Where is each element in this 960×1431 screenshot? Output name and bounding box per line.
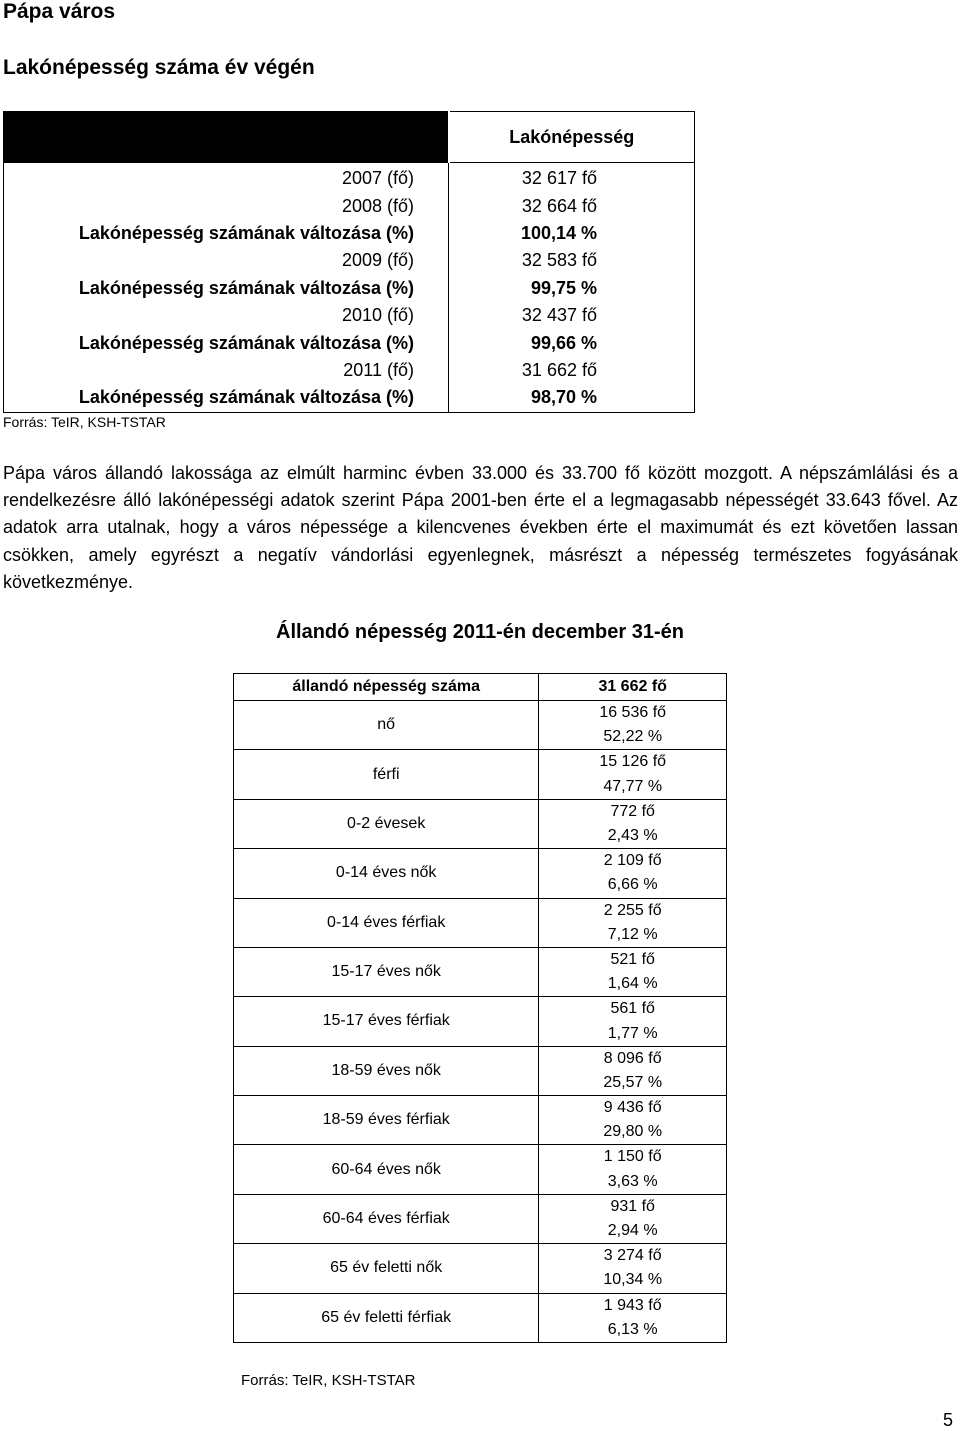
table-row — [234, 849, 727, 874]
group-count: 1 943 fő — [539, 1293, 727, 1318]
table1-source: Forrás: TeIR, KSH-TSTAR — [3, 414, 166, 430]
table-row — [4, 220, 695, 247]
row-value: 99,66 % — [449, 329, 695, 356]
group-count: 3 274 fő — [539, 1244, 727, 1269]
row-value: 32 617 fő — [449, 163, 695, 193]
row-label: 2011 (fő) — [4, 357, 449, 384]
group-count: 2 109 fő — [539, 849, 727, 874]
group-label: 18-59 éves férfiak — [234, 1096, 539, 1145]
row-label: 2008 (fő) — [4, 192, 449, 219]
table-row — [234, 1046, 727, 1071]
group-label: 0-14 éves férfiak — [234, 898, 539, 947]
table2-header-row — [234, 674, 727, 701]
group-label: 65 év feletti férfiak — [234, 1293, 539, 1342]
header-population-cell: Lakónépesség — [449, 112, 695, 163]
group-percent: 2,94 % — [539, 1219, 727, 1244]
row-value: 99,75 % — [449, 275, 695, 302]
table2-source: Forrás: TeIR, KSH-TSTAR — [241, 1372, 416, 1389]
group-label: 0-2 évesek — [234, 799, 539, 848]
group-count: 16 536 fő — [539, 701, 727, 726]
group-label: 0-14 éves nők — [234, 849, 539, 898]
table-row — [234, 1194, 727, 1219]
table-row — [4, 192, 695, 219]
row-value: 32 583 fő — [449, 247, 695, 274]
group-label: nő — [234, 701, 539, 750]
group-percent: 29,80 % — [539, 1120, 727, 1145]
population-breakdown-table — [233, 673, 727, 1343]
row-value: 100,14 % — [449, 220, 695, 247]
group-percent: 10,34 % — [539, 1268, 727, 1293]
group-count: 2 255 fő — [539, 898, 727, 923]
table-row — [234, 997, 727, 1022]
group-percent: 2,43 % — [539, 824, 727, 849]
group-count: 931 fő — [539, 1194, 727, 1219]
table-row — [234, 1096, 727, 1121]
group-label: 18-59 éves nők — [234, 1046, 539, 1095]
group-percent: 1,64 % — [539, 972, 727, 997]
row-value: 32 437 fő — [449, 302, 695, 329]
table-row — [234, 799, 727, 824]
row-label: Lakónépesség számának változása (%) — [4, 275, 449, 302]
group-count: 1 150 fő — [539, 1145, 727, 1170]
table-header-row — [4, 112, 695, 163]
group-count: 561 fő — [539, 997, 727, 1022]
header-blank-cell — [4, 112, 449, 163]
group-label: 65 év feletti nők — [234, 1244, 539, 1293]
total-value-cell: 31 662 fő — [539, 674, 727, 701]
group-label: 60-64 éves férfiak — [234, 1194, 539, 1243]
table-row — [4, 302, 695, 329]
row-label: Lakónépesség számának változása (%) — [4, 384, 449, 412]
group-count: 15 126 fő — [539, 750, 727, 775]
group-label: férfi — [234, 750, 539, 799]
group-percent: 52,22 % — [539, 725, 727, 750]
row-label: 2009 (fő) — [4, 247, 449, 274]
total-label-cell: állandó népesség száma — [234, 674, 539, 701]
group-label: 15-17 éves nők — [234, 947, 539, 996]
table-row — [234, 1244, 727, 1269]
group-percent: 6,13 % — [539, 1318, 727, 1343]
table-row — [4, 357, 695, 384]
table-row — [4, 247, 695, 274]
population-yearly-table — [3, 111, 695, 413]
section-title: Lakónépesség száma év végén — [3, 56, 315, 79]
group-count: 772 fő — [539, 799, 727, 824]
group-percent: 7,12 % — [539, 923, 727, 948]
group-label: 15-17 éves férfiak — [234, 997, 539, 1046]
table-row — [4, 329, 695, 356]
row-value: 32 664 fő — [449, 192, 695, 219]
table-row — [234, 750, 727, 775]
row-label: 2010 (fő) — [4, 302, 449, 329]
table-row — [4, 275, 695, 302]
table2-title: Állandó népesség 2011-én december 31-én — [276, 621, 684, 643]
group-percent: 6,66 % — [539, 873, 727, 898]
group-percent: 1,77 % — [539, 1021, 727, 1046]
group-count: 521 fő — [539, 947, 727, 972]
group-percent: 25,57 % — [539, 1071, 727, 1096]
row-value: 98,70 % — [449, 384, 695, 412]
body-paragraph: Pápa város állandó lakossága az elmúlt harminc évben 33.000 és 33.700 fő között mozgott. A népszámlálási és a rendelkezésre álló lakónépességi adatok szerint Pápa 2001-ben érte el a legmagasabb népességét 33.643 fővel. Az adatok arra utalnak, hogy a város népessége a kilencvenes években érte el maximumát és ezt követően lassan csökken, amely egyrészt a negatív vándorlási egyenlegnek, másrészt a népesség természetes fogyásának következménye. — [3, 463, 958, 592]
row-value: 31 662 fő — [449, 357, 695, 384]
table-row — [234, 1145, 727, 1170]
group-percent: 47,77 % — [539, 775, 727, 800]
group-percent: 3,63 % — [539, 1170, 727, 1195]
city-title: Pápa város — [3, 0, 116, 23]
page-number: 5 — [943, 1410, 954, 1430]
table-row — [4, 384, 695, 412]
table-row — [234, 898, 727, 923]
table-row — [234, 1293, 727, 1318]
group-count: 8 096 fő — [539, 1046, 727, 1071]
row-label: Lakónépesség számának változása (%) — [4, 329, 449, 356]
table-row — [234, 701, 727, 726]
row-label: 2007 (fő) — [4, 163, 449, 193]
table-row — [4, 163, 695, 193]
row-label: Lakónépesség számának változása (%) — [4, 220, 449, 247]
group-count: 9 436 fő — [539, 1096, 727, 1121]
group-label: 60-64 éves nők — [234, 1145, 539, 1194]
table-row — [234, 947, 727, 972]
